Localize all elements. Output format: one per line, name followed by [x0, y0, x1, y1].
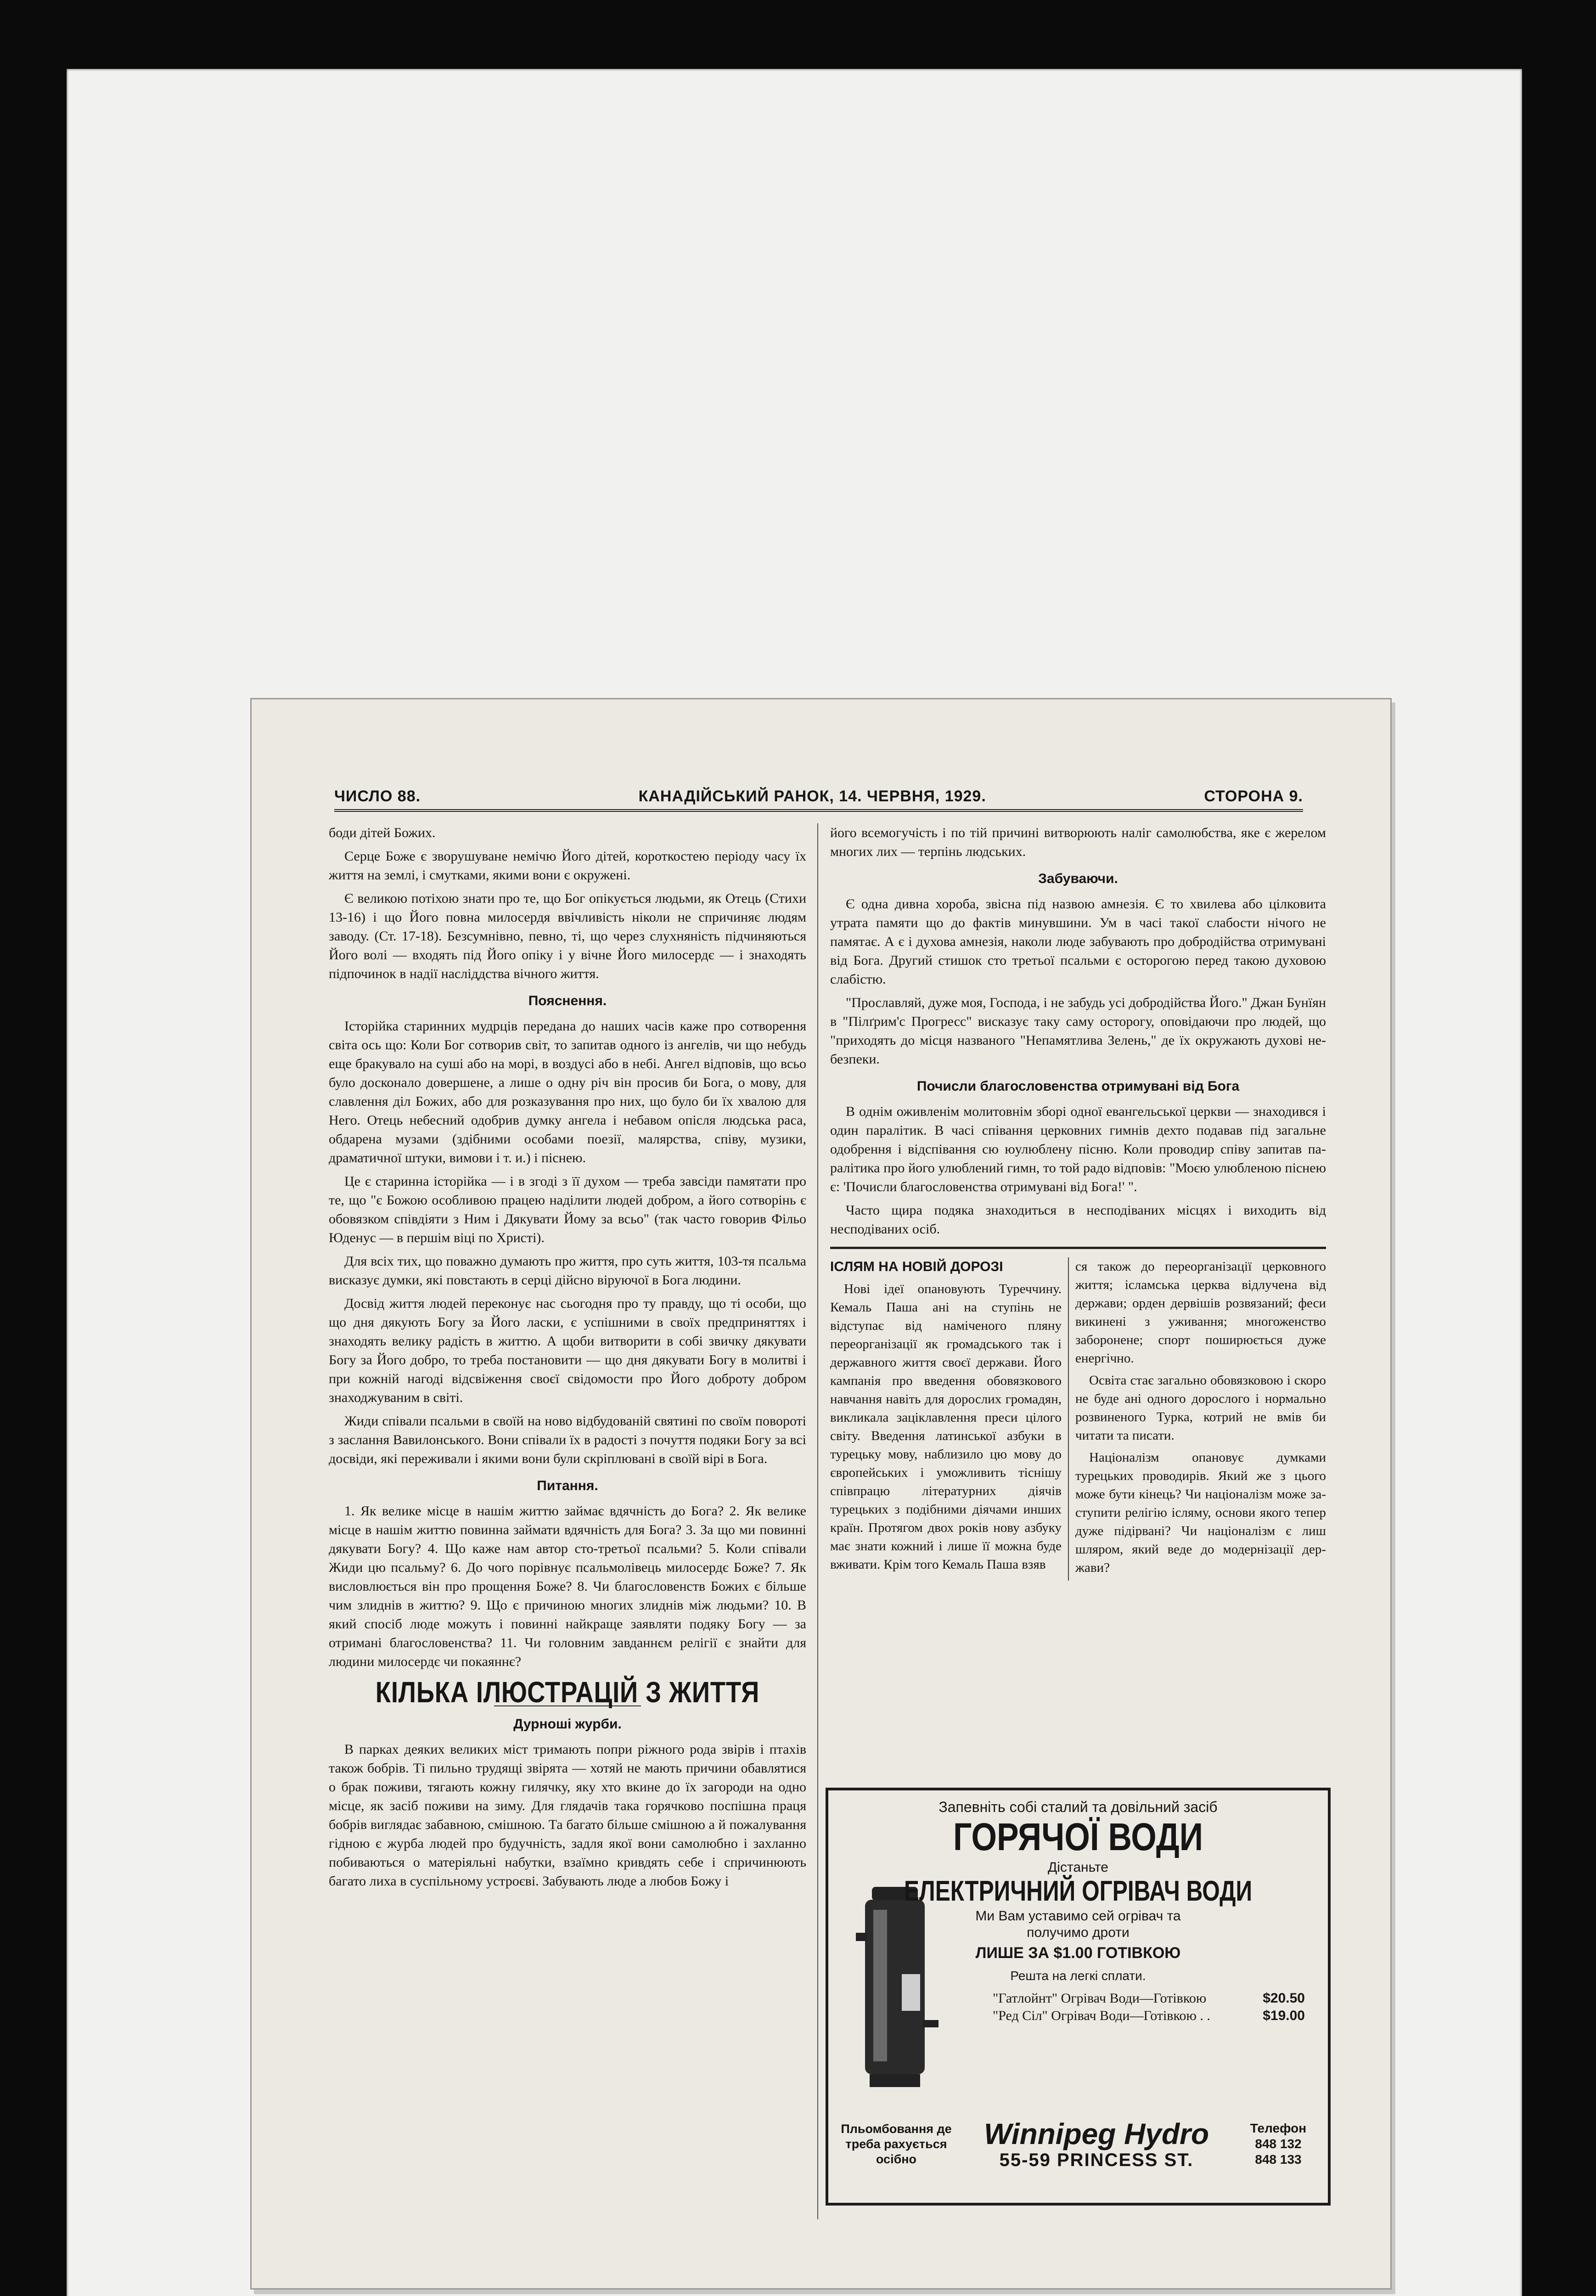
section-heading: Забуваючи. [1038, 871, 1118, 886]
ad-phone [1237, 2121, 1320, 2167]
section-heading: Дурноші журби. [513, 1716, 622, 1732]
advertisement [826, 1788, 1331, 2206]
ad-row-price: $19.00 [1263, 2008, 1305, 2023]
water-heater-icon [847, 1882, 943, 2093]
paragraph: Нові ідеї опановують Туреччину. Кемаль Паша ані на ступінь не відступає від наміченого пляну переорганізації як громадського так і державного життя своєї держави. Його кампанія про введення обовязкового навчання навіть для дорослих громадян, викликала заціклавлення преси цілого світу. Введення латинської азбуки в турецьку мову, наблизило цю мову до європейських і уможливить тіснішу співпрацю літературних діячів турецьких з подібними діячами инших країн. Протягом двох років нову азбуку має знати кожний і лише її можна буде вживати. Крім того Кемаль Паша взяв [830, 1282, 1062, 1572]
ad-price-row [993, 1990, 1305, 2007]
ad-price: ЛИШЕ ЗА $1.00 ГОТІВКОЮ [975, 1944, 1181, 1962]
paragraph: Історійка старинних мудрців передана до наших часів каже про сотворення світа ось що: Коли Бог сотворив світ, то запитав одного із ангелів, чи що небудь еще бракувало на суші або на морі, в воздусі або в небі. Ангел відповів, що всьо було досконало довершене, а лише о одну річ він просив би Бога, о мову, для славлення діл Божих, або для розказування про них, що було би їх хвалою для Него. Отець небесний одобрив думку ангела і небавом опісля людська раса, обдарена музами (здібними особами поезії, малярства, співу, музики, драматичної штуки, вимови і т. и.) і піснею. [329, 1019, 806, 1165]
ad-address: 55-59 PRINCESS ST. [999, 2150, 1194, 2170]
issue-number: ЧИСЛО 88. [334, 788, 421, 805]
ad-footer [837, 2093, 1320, 2195]
page-header [334, 780, 1303, 812]
paragraph: Освіта стає загально обовязковою і скоро не буде ані одного дорослого і нормально розвиненого Турка, котрий не вмів би читати та писати. [1075, 1373, 1326, 1443]
ad-offer-line-1: Ми Вам уставимо сей огрівач та [975, 1908, 1181, 1924]
column-divider [817, 823, 818, 2219]
winnipeg-hydro-logo: Winnipeg Hydro [983, 2117, 1209, 2150]
paragraph: В однім оживленім молитовнім зборі одної евангельської церкви — знаходився і один паралітик. В часі співання церковних гимнів дехто подавав під загальне одобрення і відспівання сю юулюблену пісню. Коли проводир співу запитав паралітика про його улюблений гимн, то той радо відповів: "Моєю улюбленою піснею є: 'Почисли благословенства отримувані від Бога!' ". [830, 1104, 1326, 1194]
page-number: СТОРОНА 9. [1204, 788, 1303, 805]
masthead-date: КАНАДІЙСЬКИЙ РАНОК, 14. ЧЕРВНЯ, 1929. [638, 788, 986, 805]
paragraph: Досвід життя людей переконує нас сьогодня про ту правду, що ті особи, що що дня дякують Богу за Його ласки, є успішними в своїх предприняттях і знаходять велику радість в життю. А щоби витворити в собі звичку дякувати Богу за Його добро, то треба постановити — що дня дякувати Богу в молитві і при кожній нагоді відсвіження своєї свідомости про Його доброту добром знаходжуваним в світі. [329, 1296, 806, 1405]
ad-offer-line-2: получимо дроти [1027, 1925, 1130, 1940]
right-column [830, 823, 1326, 1581]
paragraph: ся також до переорганізації церковного життя; ісламська церква відлучена від держави; орден дервішів розвязаний; феси викинені з уживання; многоженство заборонене; спорт поширюється дуже енергічно. [1075, 1259, 1326, 1366]
paragraph: боди дітей Божих. [329, 825, 436, 840]
left-column [329, 823, 806, 1895]
section-heading: Питання. [537, 1478, 598, 1493]
ad-logo-block [956, 2118, 1237, 2171]
paragraph: Жиди співали псальми в своїй на ново відбудованій святині по своїм повороті з заслання Вавилонського. Вони співали їх в радості з почуття подяки Богу за всі досвіди, які переживали і якими вони були скріплювані в своїй вірі в Бога. [329, 1413, 806, 1466]
paragraph: його всемогучість і по тій причині витворюють наліг самолюбства, яке є жерелом многих лих — терпінь людських. [830, 825, 1326, 859]
article-title: КІЛЬКА ІЛЮСТРАЦІЙ З ЖИТТЯ [375, 1676, 760, 1709]
phone-number: 848 132 [1255, 2137, 1302, 2151]
paragraph: Є одна дивна хороба, звісна під назвою амнезія. Є то хвилева або цілковита утрата памяти що до фактів минувшини. Ум в часі такої слабости нічого не памятає. А є і духова амнезія, наколи люде забувають про добродійства отримувані від Бога. Другий стишок сто третьої псальми є осторогою перед такою духовою слабістю. [830, 896, 1326, 987]
paragraph: Є великою потіхою знати про те, що Бог опікується людьми, як Отець (Стихи 13-16) і що Його повна милосердя ввічливість ніколи не спричиняє людям заводу. (Ст. 17-18). Безсумнівно, певно, ті, що через слухняність підчиняються Його волі — входять під Його опіку і у вічне Його милосердє — і знаходять підпочинок в надії насліддства вічного життя. [329, 891, 806, 981]
questions-paragraph: 1. Як велике місце в нашім життю займає вдячність до Бога? 2. Як велике місце в нашім життю повинна займати вдячність для Бога? 3. За що ми повинні дякувати Богу? 4. Що каже нам автор сто-третьої псальми? 5. Коли співали Жиди цю псальму? 6. До чого порівнує псальмолівець милосердє Боже? 7. Як висловлюється він про прощення Боже? 8. Чи благословенств Божих є більше чим злиднів в життю? 9. Що є причиною многих злиднів між людьми? 10. В який спосіб люде можуть і повинні найкраще заявляти подяку Богу — за отримані благословенства? 11. Чи головним завданнєм релігії є знайти для людини милосердє чи покаяннє? [329, 1503, 806, 1669]
paragraph: Це є старинна історійка — і в згоді з її духом — треба завсіди памятати про те, що "є Божою особливою працею наділити людей добром, а його сотворінь є обовязком співдіяти з Ним і Дякувати Йому за всьо" (так часто говорив Фільо Юденус — в першім віці по Христі). [329, 1174, 806, 1245]
ad-intro: Запевніть собі сталий та довільний засіб [938, 1799, 1218, 1815]
ad-row-price: $20.50 [1263, 1991, 1305, 2006]
ad-price-row [993, 2007, 1305, 2025]
ad-product-title: ЕЛЕКТРИЧНИЙ ОГРІВАЧ ВОДИ [904, 1875, 1253, 1907]
newspaper-page [250, 698, 1392, 2290]
ad-terms: Решта на легкі сплати. [1010, 1969, 1146, 1983]
paragraph: "Прославляй, дуже моя, Господа, і не забудь усі добродійства Його." Джан Бунїян в "Пілґрим'с Прогресс" висказує таку саму осторогу, оповідаючи про людей, що "приходять до місця названого "Непамятлива Зелень," де їх окружають духові небезпеки. [830, 995, 1326, 1067]
islam-column-a [830, 1257, 1069, 1581]
paragraph: Часто щира подяка знаходиться в несподіваних місцях і виходить від несподіваних осіб. [830, 1203, 1326, 1237]
islam-column-b [1069, 1257, 1326, 1581]
islam-heading: ІСЛЯМ НА НОВІЙ ДОРОЗІ [830, 1259, 1003, 1274]
paragraph: Серце Боже є зворушуване немічю Його дітей, короткостею періоду часу їх життя на землі, і смутками, якими вони є окружені. [329, 849, 806, 883]
phone-label: Телефон [1250, 2121, 1307, 2135]
section-heading: Пояснення. [528, 993, 607, 1008]
section-rule [830, 1247, 1326, 1249]
ad-row-label: "Гатлойнт" Огрівач Води—Готівкою [993, 1991, 1207, 2006]
ad-headline: ГОРЯЧОЇ ВОДИ [953, 1815, 1203, 1858]
ad-row-label: "Ред Сіл" Огрівач Води—Готівкою . . [993, 2008, 1210, 2023]
paragraph: В парках деяких великих міст тримають попри ріжного рода звірів і птахів також бобрів. Ті пильно трудящі звірята — хотяй не мають причини обавлятися о брак поживи, тягають кожну гилячку, яку хто вкине до їх загороди на одно місце, як засіб поживи на зиму. Для глядачів така горячково поспішна праця бобрів виглядає забавною, смішною. Та багато більше смішною а й пожалування гідною є журба людей про будучність, задля якої вони самолюбно і захланно побиваються о матеріяльні набутки, взаїмно кривдять себе і спричинюють багато лиха в суспільному устроєві. Забувають люде а любов Божу і [329, 1742, 806, 1889]
phone-number: 848 133 [1255, 2152, 1302, 2167]
paragraph: Націоналізм опановує думками турецьких проводирів. Який же з цього може бути кінець? Чи націоналізм може заступити релігію ісляму, основи якого тепер дуже підірвані? Чи націоналізм є лиш шляром, який веде до модернізації держави? [1075, 1450, 1326, 1575]
ad-plumbing-note: Пльомбовання де треба рахується осібно [841, 2122, 952, 2166]
ad-subline: Дістаньте [1047, 1860, 1108, 1875]
section-heading: Почисли благословенства отримувані від Бога [916, 1079, 1240, 1094]
ad-price-list [993, 1990, 1305, 2025]
islam-article [830, 1257, 1326, 1581]
paragraph: Для всіх тих, що поважно думають про життя, про суть життя, 103-тя псальма висказує думки, які повстають в серці дійсно віруючої в Бога людини. [329, 1254, 806, 1288]
